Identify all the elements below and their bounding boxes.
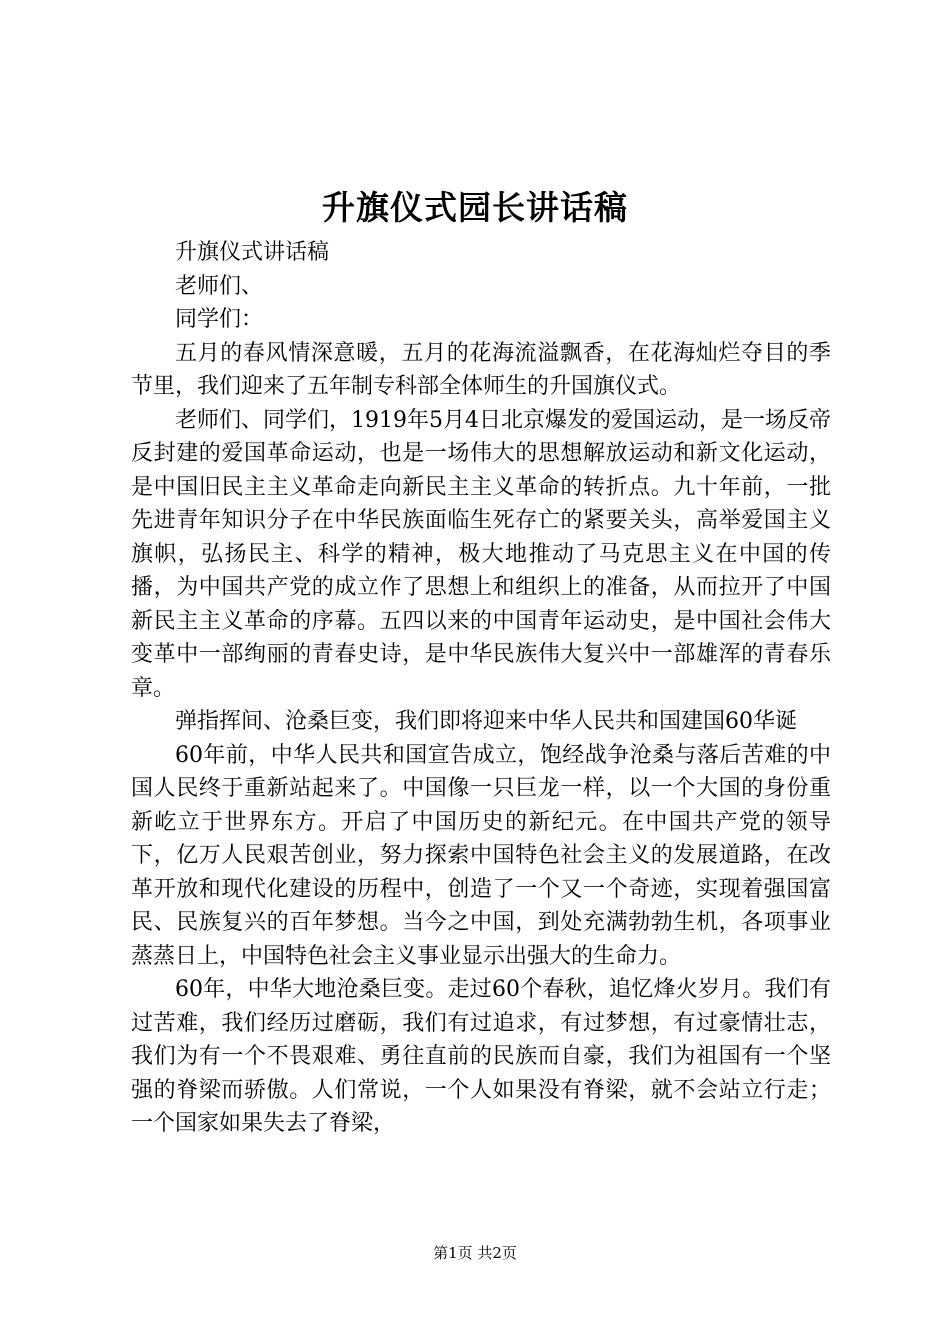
paragraph: 60年前，中华人民共和国宣告成立，饱经战争沧桑与落后苦难的中国人民终于重新站起来了。中国像一只巨龙一样，以一个大国的身份重新屹立于世界东方。开启了中国历史的新纪元。在中国共产党的领导下，亿万人民艰苦创业，努力探索中国特色社会主义的发展道路，在改革开放和现代化建设的历程中，创造了一个又一个奇迹，实现着强国富民、民族复兴的百年梦想。当今之中国，到处充满勃勃生机，各项事业蒸蒸日上，中国特色社会主义事业显示出强大的生命力。 xyxy=(131,742,831,969)
paragraph: 弹指挥间、沧桑巨变，我们即将迎来中华人民共和国建国60华诞 xyxy=(175,709,797,734)
paragraph: 60年，中华大地沧桑巨变。走过60个春秋，追忆烽火岁月。我们有过苦难，我们经历过磨砺，我们有过追求，有过梦想，有过豪情壮志，我们为有一个不畏艰难、勇往直前的民族而自豪，我们为祖国有一个坚强的脊梁而骄傲。人们常说，一个人如果没有脊梁，就不会站立行走；一个国家如果失去了脊梁， xyxy=(131,977,831,1136)
document-title: 升旗仪式园长讲话稿 xyxy=(322,188,628,227)
document-body xyxy=(131,236,831,1141)
paragraph: 五月的春风情深意暖，五月的花海流溢飘香，在花海灿烂夺目的季节里，我们迎来了五年制专科部全体师生的升国旗仪式。 xyxy=(131,340,831,399)
salutation-teachers: 老师们、 xyxy=(175,273,264,299)
page-footer: 第1页 共2页 xyxy=(433,1244,517,1262)
subtitle-line: 升旗仪式讲话稿 xyxy=(175,240,330,265)
paragraph: 老师们、同学们，1919年5月4日北京爆发的爱国运动，是一场反帝反封建的爱国革命运动，也是一场伟大的思想解放运动和新文化运动，是中国旧民主主义革命走向新民主主义革命的转折点。九十年前，一批先进青年知识分子在中华民族面临生死存亡的紧要关头，高举爱国主义旗帜，弘扬民主、科学的精神，极大地推动了马克思主义在中国的传播，为中国共产党的成立作了思想上和组织上的准备，从而拉开了中国新民主主义革命的序幕。五四以来的中国青年运动史，是中国社会伟大变革中一部绚丽的青春史诗，是中华民族伟大复兴中一部雄浑的青春乐章。 xyxy=(131,407,831,701)
salutation-students: 同学们： xyxy=(175,307,264,332)
